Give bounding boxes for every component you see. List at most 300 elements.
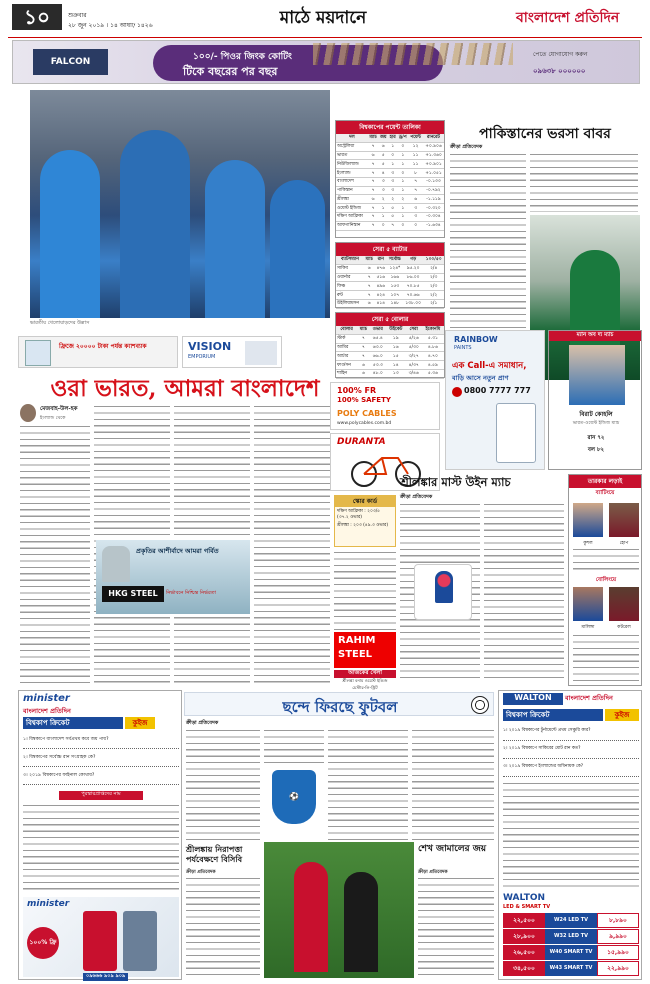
table-cell: ৪২৪ [376,292,385,298]
football-byline: ক্রীড়া প্রতিবেদক [186,720,219,726]
table-cell: ৩ [378,177,388,186]
table-cell: ওয়েস্ট ইন্ডিজ [336,204,368,213]
table-cell: ৪৭৬ [376,266,385,272]
table-cell: +১.০৫১ [423,169,444,178]
date-label: ২৮ জুন ২০১৯ । ১৪ আষাঢ় ১৪২৬ [68,22,153,29]
minister-tag: কুইজ [125,717,155,729]
walton-tv-logo: WALTON [503,893,546,903]
old-price: ২২,৫০০ [503,913,545,928]
table-cell: ৭ [368,186,379,195]
column-header: ড্র/প [398,135,407,141]
bowler-2-photo [609,587,639,621]
table-cell: শ্রীলঙ্কা [336,195,368,204]
table-row [336,142,444,151]
table-cell: ১ [388,142,397,151]
main-headline: ওরা ভারত, আমরা বাংলাদেশ [50,375,320,402]
quiz-q1: ১। বিশ্বকাপে বাংলাদেশ সর্বপ্রথম কবে জয় পায়? [23,737,109,742]
table-row [336,264,444,273]
table-cell: ৫.৩১ [422,334,444,343]
batsman-1-photo [573,503,603,537]
batsmen-table [336,256,444,309]
table-cell: ৫/২৬ [406,334,422,343]
column-header: উইকেট [386,326,406,334]
table-cell: ৩ [388,169,397,178]
table-cell: -০.৩২০ [423,204,444,213]
table-cell: ০ [397,221,408,230]
vision-product-icon [245,341,277,365]
walton-tag: কুইজ [605,709,639,721]
table-cell: ২/৩ [423,282,444,291]
column-header: রানরেট [423,134,444,142]
fr-text: 100% FR [337,386,377,395]
minister-title: বিশ্বকাপ ক্রিকেট [23,717,123,729]
player-figure [40,150,100,318]
walton-logo: WALTON [503,693,563,705]
vision-ad[interactable] [182,336,282,368]
new-price: ৮,৮৯০ [597,913,639,928]
table-row [336,213,444,222]
table-cell: ৭ [357,343,369,352]
bowler-1-name: মালিঙ্গা [581,625,595,630]
tv-price-row[interactable] [503,929,639,944]
photo-caption: ভারতীয় খেলোয়াড়দের উল্লাস [30,320,90,326]
rainbow-phone: 0800 7777 777 [464,386,531,395]
tv-price-row[interactable] [503,945,639,960]
table-cell: -০.৭৯২ [423,186,444,195]
table-row [336,282,444,291]
new-price: ২২,৯৯০ [597,961,639,976]
column-header: ইকোনমি [422,326,444,334]
table-cell: ৪৮.০ [370,369,386,378]
table-cell: ৬৫.৪ [370,334,386,343]
table-cell: -১.১১৯ [423,195,444,204]
table-cell: ভারত [336,151,368,160]
tv-price-row[interactable] [503,913,639,928]
table-cell: ৬৬.০ [370,352,386,361]
table-cell: ৫ [388,204,397,213]
table-cell: আমির [336,343,357,352]
minister-logo: minister [23,693,70,704]
batsmen-title: সেরা ৫ ব্যাটার [336,243,444,256]
table-cell: ৫ [378,160,388,169]
quiz-a3-field[interactable] [23,779,179,785]
table-cell: ফিঞ্চ [336,282,364,291]
table-cell: -১.৬৩৪ [423,221,444,230]
wquiz-a2-field[interactable] [503,753,639,759]
walton-tv-ad[interactable] [501,893,641,979]
bff-headline: শ্রীলঙ্কায় নিরাপত্তা পর্যবেক্ষণে বিসিবি [186,844,243,864]
football-headline: ছন্দে ফিরছে ফুটবল [282,698,398,716]
table-cell: ৭ [357,352,369,361]
table-header-row [336,326,444,334]
table-cell: ০ [388,151,397,160]
table-cell: নিউজিল্যান্ড [336,160,368,169]
column-header: হার [389,135,396,141]
winners-title: পুরস্কারপ্রাপ্তদের নাম [59,791,143,800]
sl-body-2 [484,502,564,682]
table-cell: ৬ [357,361,369,370]
quiz-q2: ২। বিশ্বকাপের সর্বোচ্চ রান সংগ্রাহক কে? [23,755,96,760]
table-cell: ১০৭ [387,291,403,300]
table-row [336,160,444,169]
batsman-2-photo [609,503,639,537]
table-cell: ২/২ [423,291,444,300]
table-cell: +০.৯০৬ [423,142,444,151]
table-cell: ৫১৬ [376,274,385,280]
table-cell: ৭০.৮৫ [403,282,423,291]
bowler-1-photo [573,587,603,621]
paper-logo[interactable]: বাংলাদেশ প্রতিদিন [516,10,620,26]
phone-icon [452,387,462,397]
table-cell: ০ [378,221,388,230]
football-icon [471,696,489,714]
trophy-icon [435,571,453,603]
rainbow-ad[interactable] [445,330,545,470]
points-table-box [335,120,445,238]
football-banner [184,692,494,716]
wc-logo [414,564,472,620]
table-cell: ৬ [364,299,375,308]
table-cell: সাকিব [336,264,364,273]
bowler-2-name: কটরেল [617,625,631,630]
table-cell: ৭ [368,204,379,213]
table-cell: ২/১ [423,299,444,308]
table-cell: আফগানিস্তান [336,221,368,230]
table-cell: ৮৬.০০ [403,273,423,282]
falcon-ad[interactable] [12,40,640,84]
star-batting-label: ব্যাটিংয়ে [595,490,615,496]
rainbow-logo: RAINBOW [454,335,498,344]
football-body-4 [412,728,494,840]
table-cell: উইলিয়ামসন [336,299,364,308]
minister-ad[interactable] [23,897,179,977]
pak-byline: ক্রীড়া প্রতিবেদক [450,144,483,150]
poly-url: www.polycables.com.bd [337,421,392,426]
walton-tv-sub: LED & SMART TV [503,904,551,910]
jamal-photo [264,842,414,978]
table-cell: ১৫ [386,352,406,361]
main-photo [30,90,330,318]
table-cell: ৩ [378,186,388,195]
masthead [8,2,642,38]
ad-side-text: পেতে যোগাযোগ করুন [533,51,588,58]
wquiz-q3: ৩। ২০১৯ বিশ্বকাপে ইংল্যান্ডের অধিনায়ক কে? [503,764,584,769]
column-header: ম্যাচ [357,326,369,334]
column-header: সর্বোচ্চ [387,256,403,264]
sl-byline: ক্রীড়া প্রতিবেদক [400,494,433,500]
table-cell: ১৩ [386,369,406,378]
score-card [334,495,396,547]
football-body-1 [186,728,260,840]
new-price: ৯,৯৯০ [597,929,639,944]
rainbow-sub: PAINTS [454,345,472,351]
table-row [336,204,444,213]
tv-price-list [503,913,639,977]
table-cell: ৪.৫৯ [422,361,444,370]
column-header: ম্যাচ [365,257,373,263]
batsman-1-name: কুশল [583,541,593,546]
rahim-logo: RAHIM [338,635,376,646]
table-cell: ৭ [368,177,379,186]
table-cell: ১১ [408,151,423,160]
walton-fridge-ad[interactable] [18,336,178,368]
table-row [336,186,444,195]
day-label: শুক্রবার [68,12,87,19]
tv-model: W24 LED TV [545,913,597,928]
table-cell: ৮ [408,169,423,178]
table-cell: ৩ [408,204,423,213]
sl-headline: শ্রীলঙ্কার মাস্ট উইন ম্যাচ [400,475,511,489]
table-cell: ৫ [388,213,397,222]
fridge-product-icon [83,911,117,971]
table-cell: ১৬৬ [387,273,403,282]
polycables-ad[interactable] [330,382,440,430]
tv-price-row[interactable] [503,961,639,976]
football-body-3 [328,728,408,840]
table-cell: ৩ [388,186,397,195]
table-row [336,352,444,361]
table-cell: ৫৩.৩ [370,361,386,370]
points-table-title: বিশ্বকাপের পয়েন্ট তালিকা [336,121,444,134]
bowling-stats [573,633,639,681]
table-row [336,151,444,160]
call-text-2: বাড়ি আসে নতুন প্রাণ [452,374,509,382]
table-cell: ৬ [368,195,379,204]
table-cell: ১২ [408,142,423,151]
table-cell: ৭ [368,213,379,222]
table-cell: ৬ [378,142,388,151]
table-cell: বাংলাদেশ [336,177,368,186]
kohli-photo [569,345,625,405]
football-body-2 [264,728,324,768]
table-cell: ৩/২৭ [406,352,422,361]
table-cell: ইংল্যান্ড [336,169,368,178]
table-row [336,299,444,308]
kohli-label: ম্যান অব দ্য ম্যাচ [549,331,641,341]
table-cell: ২/৪ [423,264,444,273]
score-card-text: দক্ষিণ আফ্রিকা : ২০৩/৫ (৩৭.২ ওভার) [337,509,381,520]
call-text: এক Call-এ সমাধান, [452,361,527,371]
author-name: মেজবাহ-উল-হক [40,406,78,412]
column-header: বোলার [336,326,357,334]
table-cell: ৭০.৬৬ [403,291,423,300]
safety-text: 100% SAFETY [337,396,391,404]
player-figure [120,130,190,318]
table-cell: ৪/৩৭ [406,361,422,370]
top-bowlers-box [335,312,445,378]
pak-body-2 [530,152,638,212]
table-cell: ৬ [364,264,375,273]
bff-byline: ক্রীড়া প্রতিবেদক [186,870,216,875]
tv-model: W40 SMART TV [545,945,597,960]
minister-ad-logo: minister [27,899,70,909]
ad-line2: টিকে বছরের পর বছর [183,65,278,78]
table-cell: ৪.৭০ [422,352,444,361]
table-row [336,221,444,230]
section-title: মাঠে ময়দানে [279,8,367,28]
table-cell: ১৩৮.০০ [403,299,423,308]
table-cell: ৭ [364,273,375,282]
quiz-q3: ৩। ২০১৯ বিশ্বকাপের ফাইনাল কোথায়? [23,773,95,778]
ad-line1: ১০০/- পিওর জিংক কোটিং [193,52,292,62]
main-body-col1 [20,424,90,686]
score-card-title: স্কোর কার্ড [335,496,395,507]
table-cell: ৭ [408,177,423,186]
table-cell: ৭ [368,142,379,151]
hkg-head: প্রকৃতির আশীর্বাদে আমরা গর্বিত [136,547,219,555]
table-cell: ২ [388,195,397,204]
ad-phone: ০৯৬৩৮ ০০০০০০ [533,67,586,75]
table-cell: ২/৩ [423,273,444,282]
table-cell: ৩ [388,177,397,186]
column-header: দল [336,134,368,142]
table-cell: ৬ [408,195,423,204]
column-header: রান [375,256,387,264]
kohli-name: বিরাট কোহলি [579,411,613,418]
old-price: ৩৪,৫০০ [503,961,545,976]
tv-model: W43 SMART TV [545,961,597,976]
vision-logo: VISION [188,340,232,353]
table-row [336,169,444,178]
wquiz-q2: ২। ২০১৯ বিশ্বকাপে সাকিবের মোট রান কত? [503,746,581,751]
table-cell: ১২৪* [387,264,403,273]
polycables-logo: POLY CABLES [337,409,397,418]
table-cell: ৫ [378,151,388,160]
table-cell: ১১ [408,160,423,169]
author-avatar [20,404,36,422]
wquiz-a1-field[interactable] [503,735,639,741]
table-row [336,361,444,370]
table-cell: ৭ [368,169,379,178]
column-header: ম্যাচ [369,135,377,141]
wquiz-q1: ১। ২০১৯ বিশ্বকাপের টুর্নামেন্টে প্রথম সেঞ্চুরি কার? [503,728,591,733]
table-header-row [336,134,444,142]
wquiz-winners [503,781,639,889]
free-badge: ১০০% ফ্রি [27,927,59,959]
column-header: ১০০/৫০ [423,256,444,264]
vision-sub: EMPORIUM [188,354,216,360]
table-cell: ৪.৮৬ [422,343,444,352]
jamal-byline: ক্রীড়া প্রতিবেদক [418,870,448,875]
kohli-box [548,330,642,470]
table-cell: -০.৩০৪ [423,213,444,222]
minister-paper: বাংলাদেশ প্রতিদিন [23,707,71,715]
table-cell: ১ [397,213,408,222]
kohli-sub: ভারত-ওয়েস্ট ইন্ডিজ ম্যাচ [572,421,620,426]
quiz-a2-field[interactable] [23,761,179,767]
table-cell: অস্ট্রেলিয়া [336,142,368,151]
table-cell: +১.৩৬০ [423,151,444,160]
pak-headline: পাকিস্তানের ভরসা বাবর [479,126,611,142]
table-cell: ৯৫.২০ [403,264,423,273]
table-cell: ৭ [357,334,369,343]
table-row [336,177,444,186]
score-card-text-2: শ্রীলঙ্কা : ২০৩ (৪৯.৩ ওভার) [337,523,389,528]
table-cell: -০.১৩৩ [423,177,444,186]
table-cell: ০ [408,221,423,230]
walton-paper: বাংলাদেশ প্রতিদিন [565,694,613,702]
table-cell: ১ [378,204,388,213]
quiz-a1-field[interactable] [23,743,179,749]
table-cell: রুট [336,291,364,300]
bff-logo: ⚽ [272,770,316,824]
table-cell: ১ [388,160,397,169]
batsman-2-name: হোপ [619,541,629,546]
player-figure [270,180,325,318]
sl-body-3 [334,550,396,630]
fridge-product-icon [123,911,157,971]
column-header: পয়েন্ট [410,135,422,141]
table-cell: ৫.৩৬ [422,369,444,378]
bff-body [186,876,260,976]
column-header: গড় [403,256,423,264]
table-cell: ৭ [368,221,379,230]
page-number: ১০ [12,4,62,30]
table-cell: ১ [397,186,408,195]
paint-bucket-icon [496,403,536,463]
bowlers-table [336,326,444,379]
rahim-logo-2: STEEL [338,649,373,660]
jamal-headline: শেখ জামালের জয় [418,844,487,854]
column-header: ব্যাটসম্যান [336,256,364,264]
wquiz-a3-field[interactable] [503,771,639,777]
table-cell: ১৯ [386,334,406,343]
table-cell: দক্ষিণ আফ্রিকা [336,213,368,222]
table-cell: ১৪৮ [387,299,403,308]
table-header-row [336,256,444,264]
falcon-logo: FALCON [33,49,108,75]
minister-quiz [18,690,182,980]
winners-list [23,803,179,891]
kohli-runs: রান ৭২ [587,435,605,441]
table-cell: ৪১৪ [376,301,385,307]
column-header: ওভার [370,326,386,334]
table-cell: +০.৯০১ [423,160,444,169]
table-cell: ৬ [368,151,379,160]
duranta-logo: DURANTA [337,437,386,447]
table-cell: ১৪ [386,361,406,370]
table-cell: ওয়ার্নার [336,273,364,282]
rahim-steel-ad[interactable] [334,632,396,668]
table-row [336,291,444,300]
table-cell: ১ [397,177,408,186]
hkg-tag: নির্ভাবনে নিশ্চিন্ত নির্ভরতা [166,590,216,596]
table-cell: ১ [397,204,408,213]
today-teams: শ্রীলঙ্কা বনাম ওয়েস্ট ইন্ডিজ [334,678,396,685]
table-cell: ২ [397,195,408,204]
today-title: আজকের খেলা [348,670,382,676]
points-table [336,134,444,231]
batting-stats [573,547,639,571]
table-cell: ৪ [378,169,388,178]
walton-fridge-text: ফ্রিজে ২০০০০ টাকা পর্যন্ত ক্যাশব্যাক [59,343,147,350]
hkg-steel-ad[interactable] [96,540,250,614]
fridge-icon [25,340,51,366]
table-cell: ৪৯৬ [376,283,385,289]
table-row [336,369,444,378]
table-cell: ফার্গুসন [336,361,357,370]
table-row [336,273,444,282]
table-cell: ৭ [364,282,375,291]
table-cell: ০ [397,142,408,151]
player-figure [344,872,378,972]
table-cell: আর্চার [336,352,357,361]
table-cell: ০ [397,169,408,178]
hkg-logo: HKG STEEL [102,586,164,602]
walton-title: বিশ্বকাপ ক্রিকেট [503,709,603,721]
new-price: ১৫,৯৯০ [597,945,639,960]
table-cell: ৭ [408,186,423,195]
